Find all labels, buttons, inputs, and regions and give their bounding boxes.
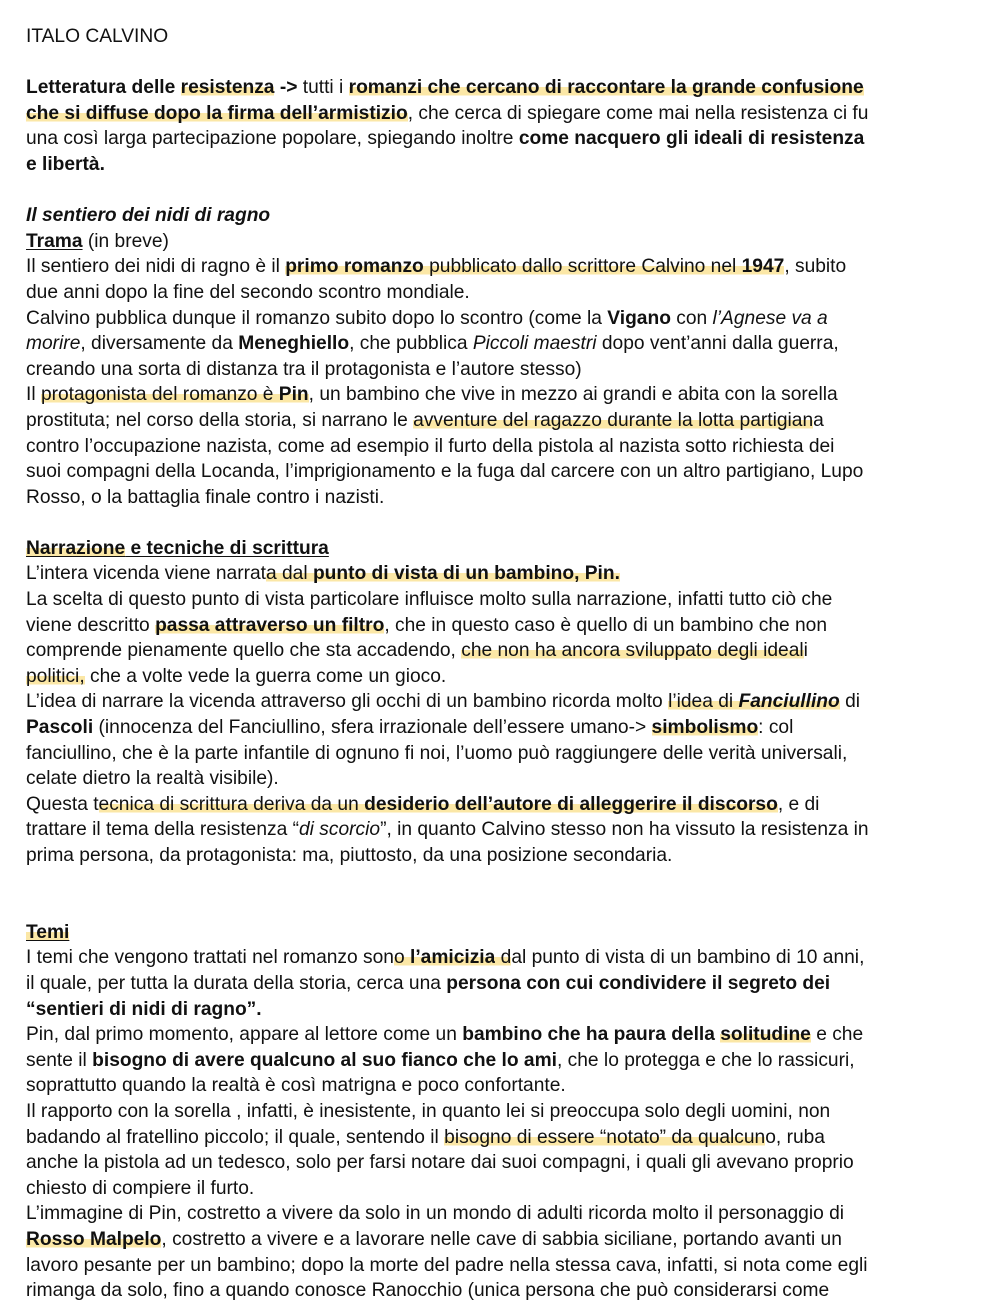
text-run: e che: [810, 1024, 864, 1046]
highlighted-text: solitudine: [720, 1024, 811, 1046]
text-line: [26, 1125, 980, 1151]
text-run: creando una sorta di distanza tra il protagonista e l’autore stesso): [26, 358, 582, 380]
highlighted-text: o: [393, 947, 410, 969]
text-run: il quale, per tutta la durata della storia, cerca una: [26, 972, 447, 994]
text-run: Calvino pubblica dunque il romanzo subito dopo lo scontro (come la: [26, 307, 608, 329]
text-line: [26, 382, 980, 408]
text-line: [26, 536, 980, 562]
text-line: [26, 280, 980, 306]
text-run: L’intera vicenda viene narrat: [26, 563, 266, 585]
text-run: , che pubblica: [349, 333, 473, 355]
highlighted-text: ecnica di scrittura deriva da un: [98, 793, 365, 815]
text-run: o, ruba: [765, 1126, 825, 1148]
text-run: a: [813, 409, 824, 431]
text-run: anche la pistola ad un tedesco, solo per farsi notare dai suoi compagni, i quali gli avevano proprio: [26, 1152, 854, 1174]
text-line: [26, 689, 980, 715]
text-line: [26, 1022, 980, 1048]
text-run: Vigano: [607, 307, 671, 329]
text-run: comprende pienamente quello che sta accadendo,: [26, 640, 462, 662]
temi-heading: [26, 920, 980, 946]
highlighted-text: d: [495, 947, 512, 969]
text-run: (innocenza del Fanciullino, sfera irrazionale dell’essere umano->: [93, 717, 652, 739]
text-run: morire: [26, 333, 81, 355]
highlighted-text: resistenza: [180, 77, 275, 99]
text-line: [26, 254, 980, 280]
text-line: [26, 1099, 980, 1125]
text-line: [26, 331, 980, 357]
highlighted-text: a dal: [266, 563, 313, 585]
text-line: [26, 997, 980, 1023]
text-line: [26, 485, 980, 511]
novel-title: Il sentiero dei nidi di ragno: [26, 205, 271, 227]
text-line: [26, 561, 980, 587]
highlighted-text: Fanciullino: [738, 691, 840, 713]
text-run: rimanga da solo, fino a quando conosce Ranocchio (unica persona che può considerarsi come: [26, 1280, 830, 1302]
text-run: fanciullino, che è la parte infantile di ognuno fi noi, l’uomo può raggiungere delle verità universali,: [26, 742, 848, 764]
text-run: sente il: [26, 1049, 93, 1071]
highlighted-text: pubblicato dallo scrittore Calvino nel: [423, 256, 742, 278]
highlighted-text: Rosso Malpelo: [26, 1228, 162, 1250]
text-run: Piccoli maestri: [472, 333, 597, 355]
text-line: [26, 1278, 980, 1304]
text-run: con: [670, 307, 713, 329]
text-line: [26, 1253, 980, 1279]
text-line: [26, 408, 980, 434]
text-run: Il: [26, 384, 41, 406]
text-run: persona con cui condividere il segreto dei: [446, 972, 831, 994]
text-line: [26, 459, 980, 485]
text-run: , costretto a vivere e a lavorare nelle cave di sabbia siciliane, portando avanti un: [161, 1228, 842, 1250]
narrazione-heading: [26, 536, 980, 562]
highlighted-text: desiderio dell’autore di alleggerire il discorso: [364, 793, 778, 815]
highlighted-text: Pin: [278, 384, 309, 406]
highlighted-text: l’amicizia: [409, 947, 496, 969]
text-run: che a volte vede la guerra come un gioco.: [84, 665, 447, 687]
text-line: [26, 587, 980, 613]
text-line: [26, 971, 980, 997]
text-line: [26, 766, 980, 792]
text-line: [26, 1176, 980, 1202]
text-run: l’Agnese va a: [712, 307, 828, 329]
text-line: [26, 817, 980, 843]
highlighted-text: bisogno di essere “notato” da qualcun: [444, 1126, 766, 1148]
text-run: prima persona, da protagonista: ma, piuttosto, da una posizione secondaria.: [26, 845, 673, 866]
text-line: [26, 920, 980, 946]
text-run: ->: [274, 77, 303, 99]
text-line: [26, 715, 980, 741]
text-line: [26, 434, 980, 460]
text-line: [26, 1201, 980, 1227]
text-run: , e di: [777, 793, 820, 815]
highlighted-text: politici,: [26, 665, 85, 687]
trama-paragraph: [26, 254, 980, 510]
text-run: dopo vent’anni dalla guerra,: [596, 333, 839, 355]
text-run: bisogno di avere qualcuno al suo fianco che lo ami: [92, 1049, 557, 1071]
text-line: [26, 1048, 980, 1074]
text-run: contro l’occupazione nazista, come ad esempio il furto della pistola al nazista sotto richiesta dei: [26, 435, 835, 457]
intro-paragraph: [26, 75, 980, 177]
text-run: : col: [758, 717, 794, 739]
text-run: La scelta di questo punto di vista particolare influisce molto sulla narrazione, infatti tutto ciò che: [26, 589, 833, 611]
temi-paragraph: [26, 945, 980, 1303]
document-title: ITALO CALVINO: [26, 26, 169, 47]
text-run: due anni dopo la fine del secondo scontro mondiale.: [26, 281, 470, 303]
text-run: , che lo protegga e che lo rassicuri,: [557, 1049, 855, 1071]
text-run: Il rapporto con la sorella , infatti, è inesistente, in quanto lei si preoccupa solo degli uomini, non: [26, 1100, 831, 1122]
text-run: e tecniche di scrittura: [125, 537, 329, 559]
text-line: [26, 1227, 980, 1253]
text-line: [26, 792, 980, 818]
text-run: tutti i: [302, 77, 349, 99]
text-run: come nacquero gli ideali di resistenza: [518, 128, 865, 150]
highlighted-text: Temi: [26, 921, 70, 943]
text-run: e libertà.: [26, 153, 105, 175]
text-line: [26, 638, 980, 664]
text-run: una così larga partecipazione popolare, spiegando inoltre: [26, 128, 519, 150]
narrazione-paragraph: [26, 561, 980, 868]
text-line: [26, 306, 980, 332]
text-run: Rosso, o la battaglia finale contro i nazisti.: [26, 486, 385, 508]
text-run: Letteratura delle: [26, 77, 181, 99]
text-run: di: [839, 691, 861, 713]
text-run: I temi che vengono trattati nel romanzo son: [26, 947, 394, 969]
text-line: [26, 741, 980, 767]
text-run: , subito: [784, 256, 847, 278]
highlighted-text: primo romanzo: [285, 256, 424, 278]
text-run: , un bambino che vive in mezzo ai grandi e abita con la sorella: [308, 384, 838, 406]
text-run: Questa t: [26, 793, 99, 815]
text-run: trattare il tema della resistenza “: [26, 819, 300, 841]
text-run: ”, in quanto Calvino stesso non ha vissuto la resistenza in: [380, 819, 869, 841]
highlighted-text: l’idea di: [668, 691, 739, 713]
text-run: bambino che ha paura della: [462, 1024, 721, 1046]
text-run: viene descritto: [26, 614, 156, 636]
text-run: , che in questo caso è quello di un bambino che non: [384, 614, 828, 636]
text-run: Pin, dal primo momento, appare al lettore come un: [26, 1024, 463, 1046]
text-line: [26, 1150, 980, 1176]
highlighted-text: passa attraverso un filtro: [155, 614, 385, 636]
text-run: al punto di vista di un bambino di 10 anni,: [511, 947, 865, 969]
text-run: prostituta; nel corso della storia, si narrano le: [26, 409, 414, 431]
highlighted-text: simbolismo: [651, 717, 759, 739]
text-run: Il sentiero dei nidi di ragno è il: [26, 256, 286, 278]
text-line: [26, 101, 980, 127]
text-run: celate dietro la realtà visibile).: [26, 768, 279, 790]
highlighted-text: 1947: [741, 256, 785, 278]
text-line: [26, 1073, 980, 1099]
text-run: Pascoli: [26, 717, 94, 739]
text-run: suoi compagni della Locanda, l’imprigionamento e la fuga dal carcere con un altro partigiano, Lupo: [26, 461, 864, 483]
text-run: “sentieri di nidi di ragno”.: [26, 998, 262, 1020]
text-run: , diversamente da: [80, 333, 239, 355]
highlighted-text: che si diffuse dopo la firma dell’armistizio: [26, 102, 408, 124]
highlighted-text: avventure del ragazzo durante la lotta partigian: [413, 409, 814, 431]
text-run: Trama: [26, 230, 83, 252]
text-line: [26, 613, 980, 639]
highlighted-text: Narrazione: [26, 537, 126, 559]
text-line: [26, 357, 980, 383]
text-run: chiesto di compiere il furto.: [26, 1177, 255, 1199]
text-run: soprattutto quando la realtà è così matrigna e poco confortante.: [26, 1075, 566, 1097]
text-run: (in breve): [82, 230, 169, 252]
text-line: [26, 152, 980, 178]
text-run: di scorcio: [299, 819, 381, 841]
text-line: [26, 229, 980, 255]
text-run: , che cerca di spiegare come mai nella resistenza ci fu: [407, 102, 869, 124]
text-run: L’idea di narrare la vicenda attraverso gli occhi di un bambino ricorda molto: [26, 691, 669, 713]
text-run: badando al fratellino piccolo; il quale, sentendo il: [26, 1126, 445, 1148]
trama-heading: [26, 229, 980, 255]
text-line: [26, 945, 980, 971]
highlighted-text: che non ha ancora sviluppato degli ideal: [461, 640, 804, 662]
text-run: lavoro pesante per un bambino; dopo la morte del padre nella stessa cava, infatti, si nota come egli: [26, 1254, 868, 1276]
text-line: [26, 843, 980, 869]
highlighted-text: romanzi che cercano di raccontare la grande confusione: [348, 77, 864, 99]
text-line: [26, 664, 980, 690]
text-line: [26, 75, 980, 101]
highlighted-text: protagonista del romanzo è: [40, 384, 279, 406]
highlighted-text: punto di vista di un bambino, Pin.: [312, 563, 620, 585]
text-line: [26, 126, 980, 152]
text-run: Meneghiello: [238, 333, 350, 355]
text-run: i: [803, 640, 808, 662]
text-run: L’immagine di Pin, costretto a vivere da solo in un mondo di adulti ricorda molto il personaggio di: [26, 1203, 845, 1225]
